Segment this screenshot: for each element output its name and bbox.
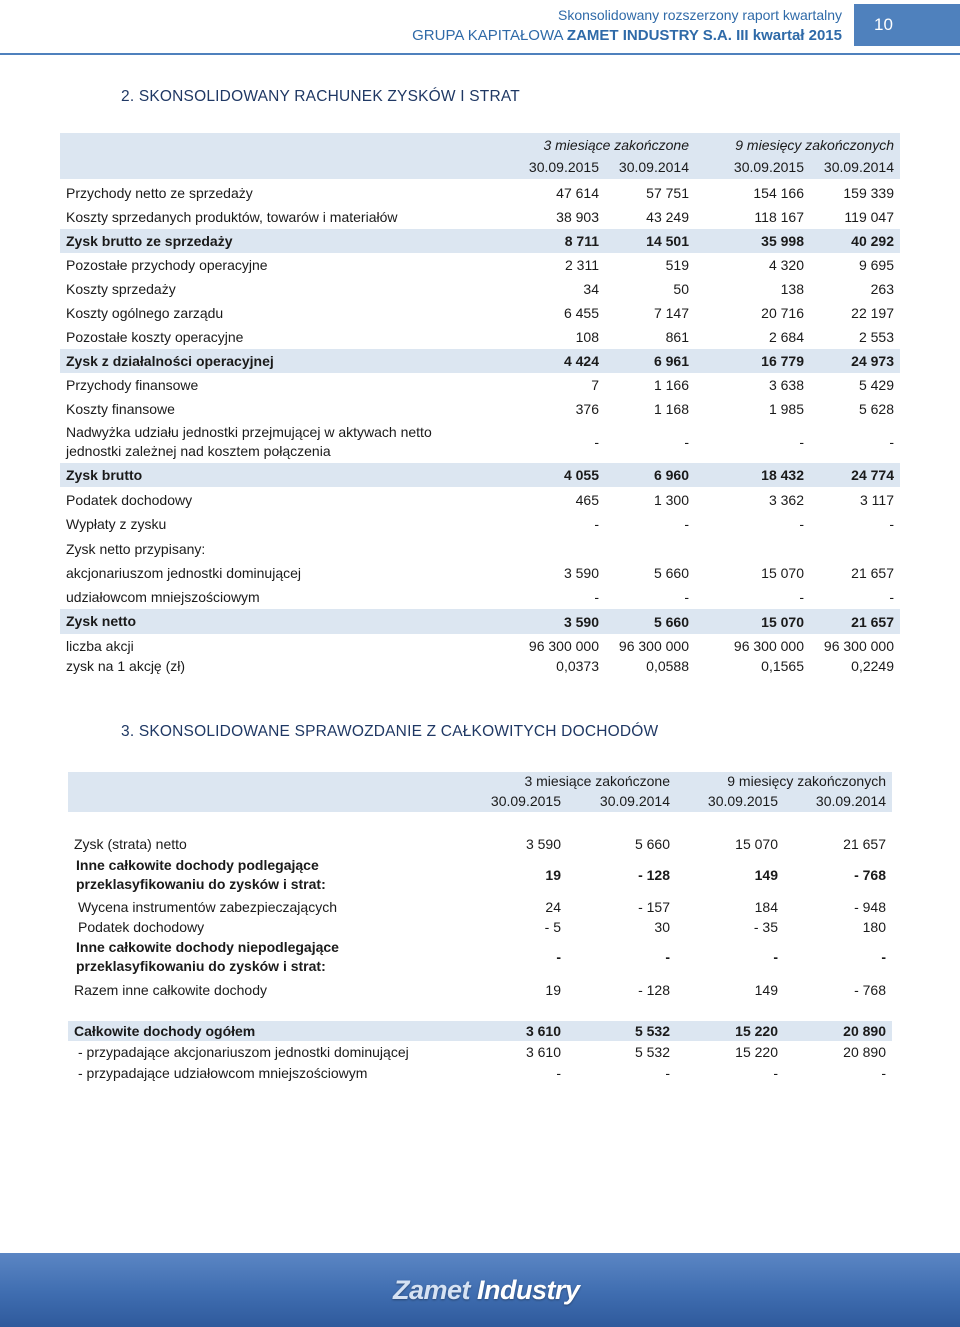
table-row bbox=[60, 349, 900, 373]
col-date: 30.09.2015 bbox=[490, 793, 561, 809]
cell-value: 119 047 bbox=[844, 209, 894, 225]
row-label: Koszty ogólnego zarządu bbox=[66, 304, 224, 321]
cell-value: - bbox=[799, 434, 804, 450]
table-row bbox=[60, 373, 900, 397]
table-row bbox=[60, 463, 900, 487]
cell-value: 21 657 bbox=[843, 836, 886, 852]
cell-value: 9 695 bbox=[858, 257, 894, 273]
cell-value: 15 070 bbox=[761, 565, 804, 581]
cell-value: 8 711 bbox=[564, 233, 599, 249]
cell-value: - bbox=[665, 949, 670, 965]
col-date: 30.09.2014 bbox=[599, 793, 670, 809]
cell-value: 96 300 000 bbox=[823, 638, 894, 654]
row-label: Podatek dochodowy bbox=[66, 491, 193, 508]
cell-value: 184 bbox=[754, 899, 778, 915]
header-divider bbox=[0, 53, 960, 55]
row-label: Całkowite dochody ogółem bbox=[74, 1022, 256, 1039]
table-row bbox=[68, 918, 892, 936]
page-footer bbox=[0, 1253, 960, 1327]
row-label: Zysk brutto bbox=[66, 466, 143, 483]
cell-value: 15 220 bbox=[735, 1023, 778, 1039]
cell-value: 0,2249 bbox=[851, 658, 894, 674]
cell-value: 50 bbox=[673, 281, 689, 297]
cell-value: 4 320 bbox=[768, 257, 804, 273]
table-row bbox=[68, 834, 892, 854]
cell-value: 263 bbox=[870, 281, 894, 297]
section-3-title: 3. SKONSOLIDOWANE SPRAWOZDANIE Z CAŁKOWITYCH DOCHODÓW bbox=[121, 723, 659, 740]
row-label: udziałowcom mniejszościowym bbox=[66, 588, 260, 605]
cell-value: 96 300 000 bbox=[528, 638, 599, 654]
cell-value: - bbox=[889, 516, 894, 532]
table-row bbox=[60, 636, 900, 656]
cell-value: 5 532 bbox=[634, 1023, 670, 1039]
cell-value: 57 751 bbox=[646, 185, 689, 201]
row-label: Razem inne całkowite dochody bbox=[74, 981, 267, 998]
cell-value: 22 197 bbox=[851, 305, 894, 321]
cell-value: 118 167 bbox=[754, 209, 804, 225]
cell-value: 1 166 bbox=[653, 377, 689, 393]
logo-word-2: Industry bbox=[477, 1275, 580, 1305]
cell-value: 108 bbox=[575, 329, 599, 345]
cell-value: - bbox=[684, 589, 689, 605]
cell-value: - bbox=[881, 949, 886, 965]
cell-value: 16 779 bbox=[761, 353, 804, 369]
table-row bbox=[60, 609, 900, 634]
cell-value: - 128 bbox=[638, 982, 670, 998]
col-date: 30.09.2015 bbox=[733, 159, 804, 175]
col-date: 30.09.2015 bbox=[707, 793, 778, 809]
report-title: Skonsolidowany rozszerzony raport kwartalny bbox=[557, 7, 842, 23]
cell-value: 19 bbox=[545, 982, 561, 998]
col-date: 30.09.2015 bbox=[528, 159, 599, 175]
table-row bbox=[60, 537, 900, 561]
cell-value: - 768 bbox=[854, 982, 886, 998]
table-header bbox=[68, 772, 892, 812]
zamet-industry-logo bbox=[393, 1275, 580, 1306]
cell-value: 21 657 bbox=[851, 613, 894, 630]
cell-value: - bbox=[889, 589, 894, 605]
table-row bbox=[68, 1041, 892, 1063]
col-group-9-months: 9 miesięcy zakończonych bbox=[727, 773, 886, 789]
col-date: 30.09.2014 bbox=[815, 793, 886, 809]
row-label: Wycena instrumentów zabezpieczających bbox=[78, 898, 337, 915]
cell-value: 6 961 bbox=[653, 353, 689, 369]
row-label: Koszty sprzedaży bbox=[66, 280, 176, 297]
cell-value: 43 249 bbox=[646, 209, 689, 225]
table-row bbox=[68, 896, 892, 918]
table-row bbox=[68, 1063, 892, 1083]
cell-value: 0,1565 bbox=[761, 658, 804, 674]
cell-value: - bbox=[684, 516, 689, 532]
table-row bbox=[60, 397, 900, 421]
cell-value: - bbox=[773, 1065, 778, 1081]
col-date: 30.09.2014 bbox=[823, 159, 894, 175]
cell-value: - 35 bbox=[753, 919, 778, 935]
cell-value: 4 424 bbox=[563, 353, 599, 369]
cell-value: 5 532 bbox=[634, 1044, 670, 1060]
row-label: Nadwyżka udziału jednostki przejmującej w aktywach netto jednostki zależnej nad kosztem połączenia bbox=[66, 424, 432, 459]
cell-value: 861 bbox=[665, 329, 689, 345]
cell-value: 15 070 bbox=[735, 836, 778, 852]
cell-value: 96 300 000 bbox=[618, 638, 689, 654]
cell-value: 1 168 bbox=[653, 401, 689, 417]
cell-value: 18 432 bbox=[761, 467, 804, 483]
cell-value: - bbox=[594, 516, 599, 532]
page-number: 10 bbox=[854, 4, 960, 46]
cell-value: 35 998 bbox=[761, 233, 804, 249]
cell-value: - bbox=[889, 434, 894, 450]
company-name: ZAMET INDUSTRY S.A. bbox=[566, 27, 732, 44]
table-row bbox=[60, 229, 900, 253]
cell-value: 154 166 bbox=[753, 185, 804, 201]
cell-value: 3 638 bbox=[768, 377, 804, 393]
row-label: liczba akcji bbox=[66, 637, 134, 654]
cell-value: 14 501 bbox=[646, 233, 689, 249]
company-prefix: GRUPA KAPITAŁOWA bbox=[412, 27, 563, 44]
cell-value: 5 660 bbox=[634, 836, 670, 852]
table-row bbox=[60, 488, 900, 512]
cell-value: 0,0373 bbox=[556, 658, 599, 674]
row-label: Zysk brutto ze sprzedaży bbox=[66, 232, 233, 249]
cell-value: 47 614 bbox=[556, 185, 599, 201]
page-header bbox=[0, 0, 960, 60]
cell-value: 149 bbox=[754, 867, 778, 883]
cell-value: - bbox=[594, 434, 599, 450]
table-row bbox=[60, 277, 900, 301]
cell-value: 5 660 bbox=[653, 613, 689, 630]
cell-value: 3 362 bbox=[768, 492, 804, 508]
table-row bbox=[68, 1021, 892, 1041]
cell-value: 3 590 bbox=[563, 565, 599, 581]
cell-value: 24 774 bbox=[851, 467, 894, 483]
cell-value: - bbox=[799, 516, 804, 532]
row-label: Przychody netto ze sprzedaży bbox=[66, 184, 253, 201]
report-period: III kwartał 2015 bbox=[736, 27, 842, 44]
col-group-3-months: 3 miesiące zakończone bbox=[543, 137, 689, 153]
cell-value: 30 bbox=[654, 919, 670, 935]
cell-value: 5 628 bbox=[858, 401, 894, 417]
cell-value: 21 657 bbox=[851, 565, 894, 581]
cell-value: - 157 bbox=[638, 899, 670, 915]
cell-value: 5 429 bbox=[858, 377, 894, 393]
company-line bbox=[412, 27, 842, 44]
table-row bbox=[60, 181, 900, 205]
cell-value: 24 973 bbox=[851, 353, 894, 369]
row-label: - przypadające udziałowcom mniejszościowym bbox=[78, 1064, 368, 1081]
cell-value: 1 985 bbox=[768, 401, 804, 417]
cell-value: 15 070 bbox=[761, 613, 804, 630]
row-label: Inne całkowite dochody podlegające przeklasyfikowaniu do zysków i strat: bbox=[76, 857, 326, 892]
table-row bbox=[60, 421, 900, 463]
section-2-title: 2. SKONSOLIDOWANY RACHUNEK ZYSKÓW I STRAT bbox=[121, 88, 520, 105]
row-label: Przychody finansowe bbox=[66, 376, 199, 393]
table-row bbox=[68, 936, 892, 978]
cell-value: 4 055 bbox=[563, 467, 599, 483]
table-row bbox=[60, 301, 900, 325]
row-label: Zysk netto przypisany: bbox=[66, 540, 206, 557]
cell-value: 180 bbox=[862, 919, 886, 935]
row-label: akcjonariuszom jednostki dominującej bbox=[66, 564, 302, 581]
cell-value: - bbox=[799, 589, 804, 605]
cell-value: 38 903 bbox=[556, 209, 599, 225]
cell-value: - 5 bbox=[544, 919, 561, 935]
cell-value: 465 bbox=[575, 492, 599, 508]
cell-value: - 948 bbox=[854, 899, 886, 915]
cell-value: 2 311 bbox=[565, 257, 599, 273]
col-group-9-months: 9 miesięcy zakończonych bbox=[735, 137, 894, 153]
cell-value: 149 bbox=[754, 982, 778, 998]
cell-value: 96 300 000 bbox=[733, 638, 804, 654]
cell-value: 376 bbox=[575, 401, 599, 417]
cell-value: 6 960 bbox=[653, 467, 689, 483]
row-label: Zysk (strata) netto bbox=[74, 835, 187, 852]
row-label: Wypłaty z zysku bbox=[66, 515, 167, 532]
table-row bbox=[68, 854, 892, 896]
cell-value: - 128 bbox=[638, 867, 670, 883]
cell-value: 3 610 bbox=[525, 1044, 561, 1060]
table-row bbox=[60, 585, 900, 609]
cell-value: - bbox=[881, 1065, 886, 1081]
cell-value: - bbox=[665, 1065, 670, 1081]
table-row bbox=[60, 325, 900, 349]
row-label: Inne całkowite dochody niepodlegające przeklasyfikowaniu do zysków i strat: bbox=[76, 939, 339, 974]
cell-value: 1 300 bbox=[653, 492, 689, 508]
table-row bbox=[68, 978, 892, 1002]
income-statement-table bbox=[60, 133, 900, 683]
cell-value: - bbox=[684, 434, 689, 450]
logo-word-1: Zamet bbox=[393, 1275, 471, 1305]
cell-value: - bbox=[773, 949, 778, 965]
cell-value: 24 bbox=[545, 899, 561, 915]
cell-value: 0,0588 bbox=[646, 658, 689, 674]
cell-value: 15 220 bbox=[735, 1044, 778, 1060]
row-label: Pozostałe przychody operacyjne bbox=[66, 256, 268, 273]
cell-value: 159 339 bbox=[843, 185, 894, 201]
cell-value: 2 553 bbox=[858, 329, 894, 345]
cell-value: 20 716 bbox=[761, 305, 804, 321]
cell-value: 20 890 bbox=[843, 1044, 886, 1060]
table-row bbox=[60, 512, 900, 536]
cell-value: 3 610 bbox=[525, 1023, 561, 1039]
col-group-3-months: 3 miesiące zakończone bbox=[524, 773, 670, 789]
cell-value: 138 bbox=[780, 281, 804, 297]
table-header bbox=[60, 133, 900, 179]
col-date: 30.09.2014 bbox=[618, 159, 689, 175]
row-label: - przypadające akcjonariuszom jednostki dominującej bbox=[78, 1043, 409, 1060]
table-row bbox=[60, 656, 900, 676]
cell-value: 7 bbox=[591, 377, 599, 393]
cell-value: 519 bbox=[665, 257, 689, 273]
cell-value: 2 684 bbox=[768, 329, 804, 345]
comprehensive-income-table bbox=[68, 772, 892, 1092]
cell-value: 3 590 bbox=[525, 836, 561, 852]
cell-value: 5 660 bbox=[653, 565, 689, 581]
cell-value: 34 bbox=[583, 281, 599, 297]
cell-value: 40 292 bbox=[851, 233, 894, 249]
row-label: Zysk netto bbox=[66, 613, 137, 629]
table-row bbox=[60, 253, 900, 277]
cell-value: - bbox=[556, 949, 561, 965]
cell-value: - bbox=[556, 1065, 561, 1081]
cell-value: 3 117 bbox=[860, 492, 894, 508]
row-label: Koszty sprzedanych produktów, towarów i materiałów bbox=[66, 208, 398, 225]
row-label: zysk na 1 akcję (zł) bbox=[66, 657, 186, 674]
row-label: Pozostałe koszty operacyjne bbox=[66, 328, 244, 345]
row-label: Podatek dochodowy bbox=[78, 918, 205, 935]
cell-value: - 768 bbox=[854, 867, 886, 883]
row-label: Zysk z działalności operacyjnej bbox=[66, 352, 274, 369]
cell-value: 7 147 bbox=[653, 305, 689, 321]
cell-value: 6 455 bbox=[563, 305, 599, 321]
table-row bbox=[60, 205, 900, 229]
cell-value: 3 590 bbox=[563, 613, 599, 630]
cell-value: - bbox=[594, 589, 599, 605]
row-label: Koszty finansowe bbox=[66, 400, 175, 417]
cell-value: 20 890 bbox=[843, 1023, 886, 1039]
cell-value: 19 bbox=[545, 867, 561, 883]
table-row bbox=[60, 561, 900, 585]
